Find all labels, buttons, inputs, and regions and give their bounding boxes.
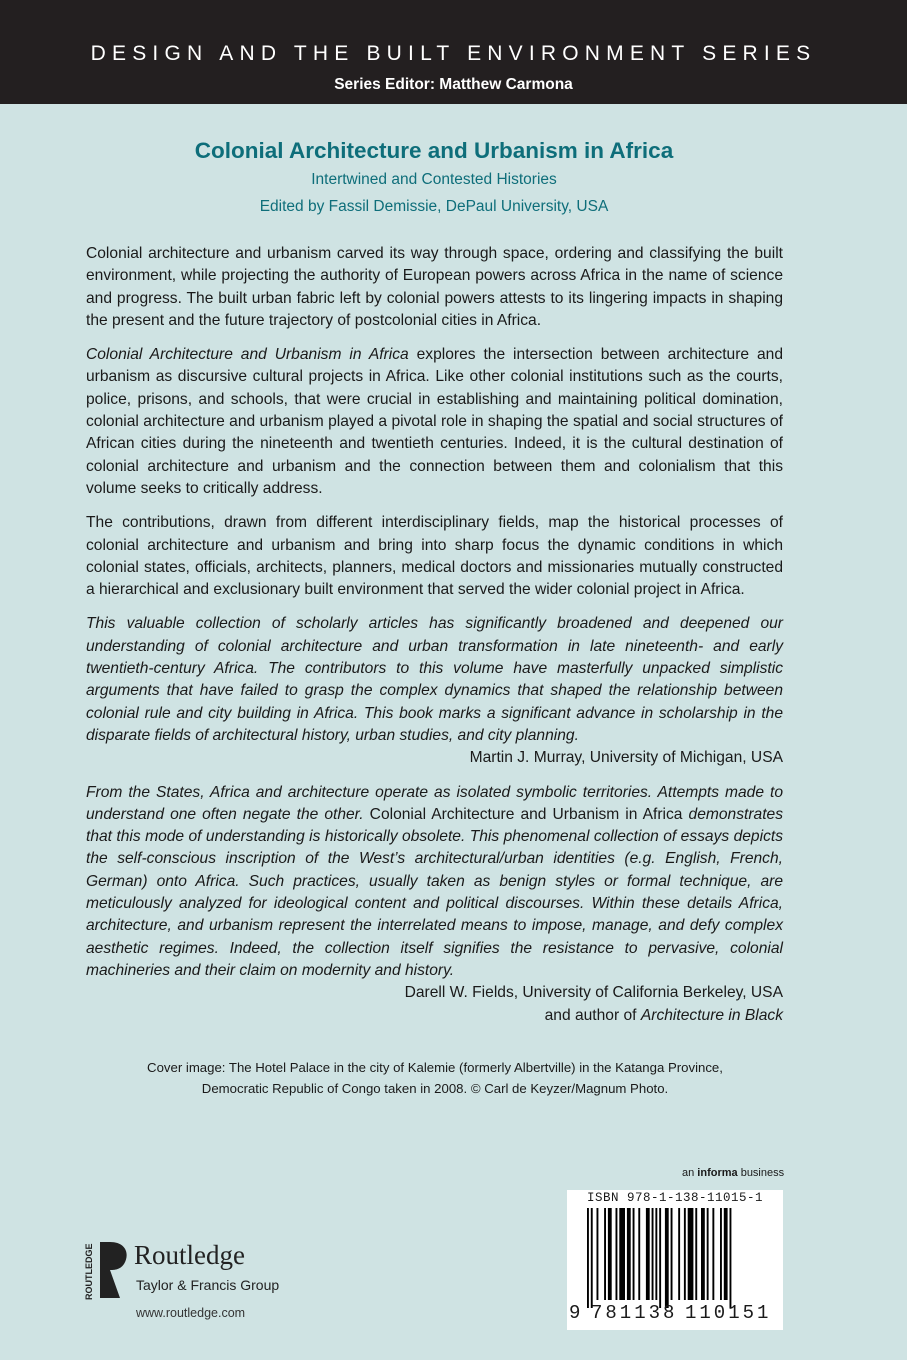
attribution-book-title: Architecture in Black	[640, 1006, 783, 1024]
barcode-bar	[591, 1208, 593, 1308]
informa-suffix: business	[737, 1167, 785, 1179]
barcode-bar	[604, 1208, 606, 1300]
barcode-bar	[695, 1208, 697, 1300]
blurb-paragraph-1: Colonial architecture and urbanism carved its way through space, ordering and classifying the built environment, while projecting the authority of European powers across Africa in the name of science and progress. The built urban fabric left by colonial powers attests to its lingering impacts in shaping the present and the future trajectory of postcolonial cities in Africa.	[86, 245, 783, 329]
barcode-bar	[627, 1208, 631, 1300]
blurb-paragraph-2-title: Colonial Architecture and Urbanism in Africa	[86, 346, 409, 364]
routledge-vertical-mark: ROUTLEDGE	[84, 1243, 94, 1300]
barcode-bar	[646, 1208, 650, 1300]
barcode-right-digits: 110151	[685, 1302, 772, 1324]
cover-caption-line-1: Cover image: The Hotel Palace in the city of Kalemie (formerly Albertville) in the Katanga Province,	[147, 1060, 723, 1075]
barcode-bar	[684, 1208, 686, 1300]
informa-business-label	[682, 1167, 784, 1179]
blurb-paragraph-2	[86, 344, 783, 500]
barcode-bar	[587, 1208, 589, 1308]
cover-caption	[110, 1057, 760, 1099]
series-header-band	[0, 0, 907, 104]
blurb-text	[86, 243, 783, 1027]
publisher-name: Routledge	[134, 1240, 245, 1270]
barcode-left-digits: 781138	[591, 1302, 678, 1324]
review-attribution-2-line-1: Darell W. Fields, University of California Berkeley, USA	[404, 984, 783, 1002]
book-editor: Edited by Fassil Demissie, DePaul University, USA	[259, 198, 609, 215]
barcode-bar	[638, 1208, 640, 1300]
book-title: Colonial Architecture and Urbanism in Africa	[194, 138, 674, 163]
barcode-bar	[665, 1208, 669, 1308]
isbn-barcode	[567, 1190, 783, 1330]
barcode-bar	[616, 1208, 618, 1300]
blurb-paragraph-2-text: explores the intersection between architecture and urbanism as discursive cultural projects in Africa. Like other colonial institutions such as the courts, police, prisons, and schools, that were crucial in establishing and maintaining political domination, colonial architecture and urbanism played a pivotal role in shaping the spatial and social structures of African cities during the nineteenth and twentieth centuries. Indeed, it is the cultural destination of colonial architecture and urbanism and the connection between them and colonialism that this volume seeks to critically address.	[86, 346, 783, 497]
publisher-group: Taylor & Francis Group	[136, 1277, 280, 1293]
attribution-prefix: and author of	[544, 1006, 641, 1024]
publisher-website[interactable]: www.routledge.com	[136, 1306, 246, 1320]
barcode-bar	[701, 1208, 705, 1300]
book-subtitle: Intertwined and Contested Histories	[311, 171, 557, 188]
barcode-lead-digit: 9	[569, 1302, 581, 1324]
series-title: DESIGN AND THE BUILT ENVIRONMENT SERIES	[90, 42, 817, 65]
barcode-bar	[712, 1208, 714, 1300]
review-attribution-1: Martin J. Murray, University of Michigan, USA	[469, 749, 783, 767]
review-quote-1: This valuable collection of scholarly articles has significantly broadened and deepened our understanding of colonial architecture and urban transformation in late nineteenth- and early twentieth-century Africa. The contributors to this volume have masterfully unpacked simplistic arguments that have failed to grasp the complex dynamics that shaped the relationship between colonial rule and city building in Africa. This book marks a significant advance in scholarship in the disparate fields of architectural history, urban studies, and city planning.	[86, 615, 783, 744]
review-quote-2	[86, 782, 783, 983]
review-attribution-2-line-2	[86, 1005, 783, 1027]
routledge-logo-icon	[80, 1240, 132, 1308]
barcode-bar	[707, 1208, 709, 1300]
barcode-bar	[633, 1208, 635, 1300]
review-quote-2-part-a: From the States, Africa and architecture operate as isolated symbolic territories. Attempts made to understand one often negate the other.	[86, 783, 783, 823]
barcode-bar	[597, 1208, 599, 1300]
barcode-bar	[652, 1208, 654, 1300]
barcode-bar	[678, 1208, 680, 1300]
review-quote-2-part-c: demonstrates that this mode of understanding is historically obsolete. This phenomenal collection of essays depicts the self-conscious inscription of the West’s architectural/urban identities (e.g. English, French, German) onto Africa. Such practices, usually taken as benign styles or formal technique, are meticulously analyzed for ideological content and political discourses. Within these details Africa, architecture, and urbanism represent the interrelated means to impose, manage, and defy complex aesthetic regimes. Indeed, the collection itself signifies the resistance to pervasive, colonial machineries and their claim on modernity and history.	[86, 805, 784, 979]
barcode-bar	[619, 1208, 625, 1300]
series-editor: Series Editor: Matthew Carmona	[334, 76, 573, 93]
barcode-bar	[671, 1208, 673, 1300]
informa-name: informa	[697, 1167, 738, 1179]
barcode-bar	[720, 1208, 722, 1300]
blurb-paragraph-3: The contributions, drawn from different interdisciplinary fields, map the historical processes of colonial architecture and urbanism and bring into sharp focus the dynamic conditions in which colonial states, officials, architects, planners, medical doctors and missionaries mutually constructed a hierarchical and exclusionary built environment that served the wider colonial project in Africa.	[86, 514, 783, 599]
cover-caption-line-2: Democratic Republic of Congo taken in 2008. © Carl de Keyzer/Magnum Photo.	[201, 1081, 669, 1096]
barcode-bar	[724, 1208, 728, 1300]
review-quote-2-part-b: Colonial Architecture and Urbanism in Africa	[363, 805, 689, 823]
isbn-number: ISBN 978-1-138-11015-1	[586, 1191, 764, 1205]
barcode-bar	[655, 1208, 657, 1300]
barcode-bar	[659, 1208, 661, 1308]
barcode-bar	[608, 1208, 612, 1300]
informa-prefix: an	[682, 1167, 698, 1179]
review-attribution-2	[86, 982, 783, 1027]
barcode-bar	[730, 1208, 732, 1308]
barcode-bar	[688, 1208, 694, 1300]
